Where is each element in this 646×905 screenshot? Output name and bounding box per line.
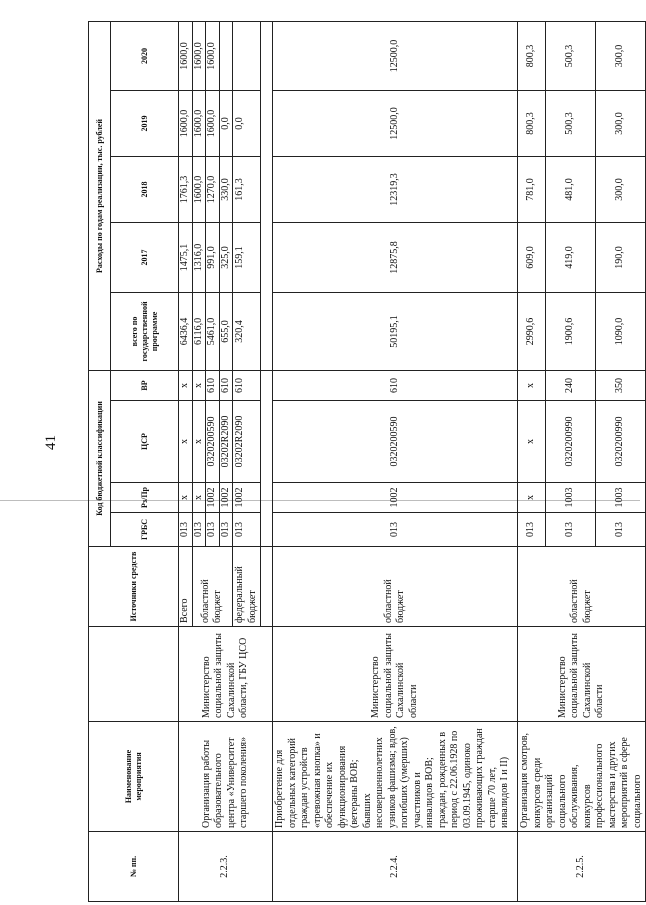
grbs-cell: 013 [233, 513, 261, 547]
y2019-cell: 12500,0 [273, 90, 518, 156]
header-2019: 2019 [111, 90, 179, 156]
y2017-cell: 325,0 [219, 222, 233, 292]
y2019-cell: 1600,0 [179, 90, 193, 156]
table-row [518, 21, 546, 901]
empty-cell [261, 370, 273, 546]
y2020-cell: 1600,0 [206, 21, 220, 90]
total-cell: 6116,0 [192, 292, 206, 370]
row-name: Приобретение для отдельных категорий граждан устройств «тревожная кнопка» и обеспечение их функционирования (ветераны ВОВ; бывших несовершеннолетних узников фашизма; вдов, погибших (умерших) участников и инвалидов ВОВ; граждан, рожденных в период с 22.06.1928 по 03.09.1945, одиноко проживающих граждан старше 70 лет, инвалидов I и II) [273, 722, 518, 832]
y2018-cell: 781,0 [518, 156, 546, 222]
vr-cell: x [518, 370, 546, 400]
header-grbs: ГРБС [111, 513, 179, 547]
rzpr-cell: 1003 [595, 483, 645, 513]
y2020-cell [219, 21, 233, 90]
rzpr-cell: 1003 [545, 483, 595, 513]
y2019-cell: 300,0 [595, 90, 645, 156]
y2018-cell: 12319,3 [273, 156, 518, 222]
csr-cell: x [179, 401, 193, 483]
total-cell: 6436,4 [179, 292, 193, 370]
rzpr-cell: 1002 [206, 483, 220, 513]
y2017-cell: 1316,0 [192, 222, 206, 292]
header-total: всего по государственной программе [111, 292, 179, 370]
grbs-cell: 013 [273, 513, 518, 547]
y2018-cell: 1600,0 [192, 156, 206, 222]
y2017-cell: 419,0 [545, 222, 595, 292]
grbs-cell: 013 [518, 513, 546, 547]
y2017-cell: 190,0 [595, 222, 645, 292]
vr-cell: 350 [595, 370, 645, 400]
rzpr-cell: x [192, 483, 206, 513]
empty-cell [261, 547, 273, 627]
empty-cell [261, 21, 273, 370]
csr-cell: 03202R2090 [219, 401, 233, 483]
table-row [273, 21, 518, 901]
header-2017: 2017 [111, 222, 179, 292]
csr-cell: x [518, 401, 546, 483]
vr-cell: 610 [273, 370, 518, 400]
rzpr-cell: 1002 [219, 483, 233, 513]
table-row [179, 21, 193, 901]
total-cell: 5461,0 [206, 292, 220, 370]
csr-cell: 0320200590 [273, 401, 518, 483]
y2017-cell: 609,0 [518, 222, 546, 292]
header-rzpr: Рз/Пр [111, 483, 179, 513]
y2018-cell: 1761,3 [179, 156, 193, 222]
csr-cell: 03202R2090 [233, 401, 261, 483]
rzpr-cell: x [518, 483, 546, 513]
vr-cell: 610 [206, 370, 220, 400]
y2017-cell: 159,1 [233, 222, 261, 292]
grbs-cell: 013 [179, 513, 193, 547]
y2020-cell: 1600,0 [179, 21, 193, 90]
vr-cell: 240 [545, 370, 595, 400]
y2018-cell: 1270,0 [206, 156, 220, 222]
source-cell: областной бюджет [518, 547, 646, 627]
source-cell: областной бюджет [273, 547, 518, 627]
row-num: 2.2.4. [273, 832, 518, 902]
y2019-cell: 1600,0 [206, 90, 220, 156]
csr-cell: x [192, 401, 206, 483]
grbs-cell: 013 [545, 513, 595, 547]
y2019-cell: 0,0 [233, 90, 261, 156]
header-2018: 2018 [111, 156, 179, 222]
header-source: Источники средств [89, 547, 179, 627]
source-cell: областной бюджет [192, 547, 233, 627]
total-cell: 1900,6 [545, 292, 595, 370]
y2020-cell [233, 21, 261, 90]
y2020-cell: 1600,0 [192, 21, 206, 90]
total-cell: 2990,6 [518, 292, 546, 370]
total-cell: 50195,1 [273, 292, 518, 370]
header-executor [89, 627, 179, 722]
header-num: № пп. [89, 832, 179, 902]
header-2020: 2020 [111, 21, 179, 90]
vr-cell: x [192, 370, 206, 400]
rzpr-cell: x [179, 483, 193, 513]
grbs-cell: 013 [595, 513, 645, 547]
total-cell: 655,0 [219, 292, 233, 370]
total-cell: 320,4 [233, 292, 261, 370]
row-executor: Министерство социальной защиты Сахалинской области [273, 627, 518, 722]
source-cell: Всего [179, 547, 193, 627]
vr-cell: x [179, 370, 193, 400]
header-name: Наименование мероприятия [89, 722, 179, 832]
budget-table [88, 21, 646, 902]
row-executor: Министерство социальной защиты Сахалинской области [518, 627, 646, 722]
csr-cell: 0320200990 [545, 401, 595, 483]
y2018-cell: 300,0 [595, 156, 645, 222]
total-cell: 1090,0 [595, 292, 645, 370]
row-num: 2.2.5. [518, 832, 646, 902]
y2017-cell: 1475,1 [179, 222, 193, 292]
rzpr-cell: 1002 [273, 483, 518, 513]
header-csr: ЦСР [111, 401, 179, 483]
y2019-cell: 0,0 [219, 90, 233, 156]
y2019-cell: 800,3 [518, 90, 546, 156]
header-expenses: Расходы по годам реализации, тыс. рублей [89, 21, 111, 370]
grbs-cell: 013 [206, 513, 220, 547]
source-cell: федеральный бюджет [233, 547, 261, 627]
y2020-cell: 500,3 [545, 21, 595, 90]
csr-cell: 0320200590 [206, 401, 220, 483]
page-number: 41 [43, 435, 59, 450]
csr-cell: 0320200990 [595, 401, 645, 483]
row-name: Организация работы образовательного центра «Университет старшего поколения» [179, 722, 273, 832]
y2019-cell: 1600,0 [192, 90, 206, 156]
y2017-cell: 991,0 [206, 222, 220, 292]
header-vr: ВР [111, 370, 179, 400]
row-num: 2.2.3. [179, 832, 273, 902]
y2017-cell: 12875,8 [273, 222, 518, 292]
y2018-cell: 161,3 [233, 156, 261, 222]
y2019-cell: 500,3 [545, 90, 595, 156]
rotated-table-frame [88, 22, 643, 902]
grbs-cell: 013 [219, 513, 233, 547]
vr-cell: 610 [233, 370, 261, 400]
y2020-cell: 300,0 [595, 21, 645, 90]
header-budget-code: Код бюджетной классификации [89, 370, 111, 546]
landscape-table-container [88, 22, 643, 902]
y2018-cell: 330,0 [219, 156, 233, 222]
y2020-cell: 800,3 [518, 21, 546, 90]
vr-cell: 610 [219, 370, 233, 400]
row-name: Организация смотров, конкурсов среди организаций социального обслуживания, конкурсов профессионального мастерства и других мероприятий в сфере социального [518, 722, 646, 832]
y2018-cell: 481,0 [545, 156, 595, 222]
y2020-cell: 12500,0 [273, 21, 518, 90]
row-executor: Министерство социальной защиты Сахалинской области, ГБУ ЦСО [179, 627, 273, 722]
grbs-cell: 013 [192, 513, 206, 547]
rzpr-cell: 1002 [233, 483, 261, 513]
